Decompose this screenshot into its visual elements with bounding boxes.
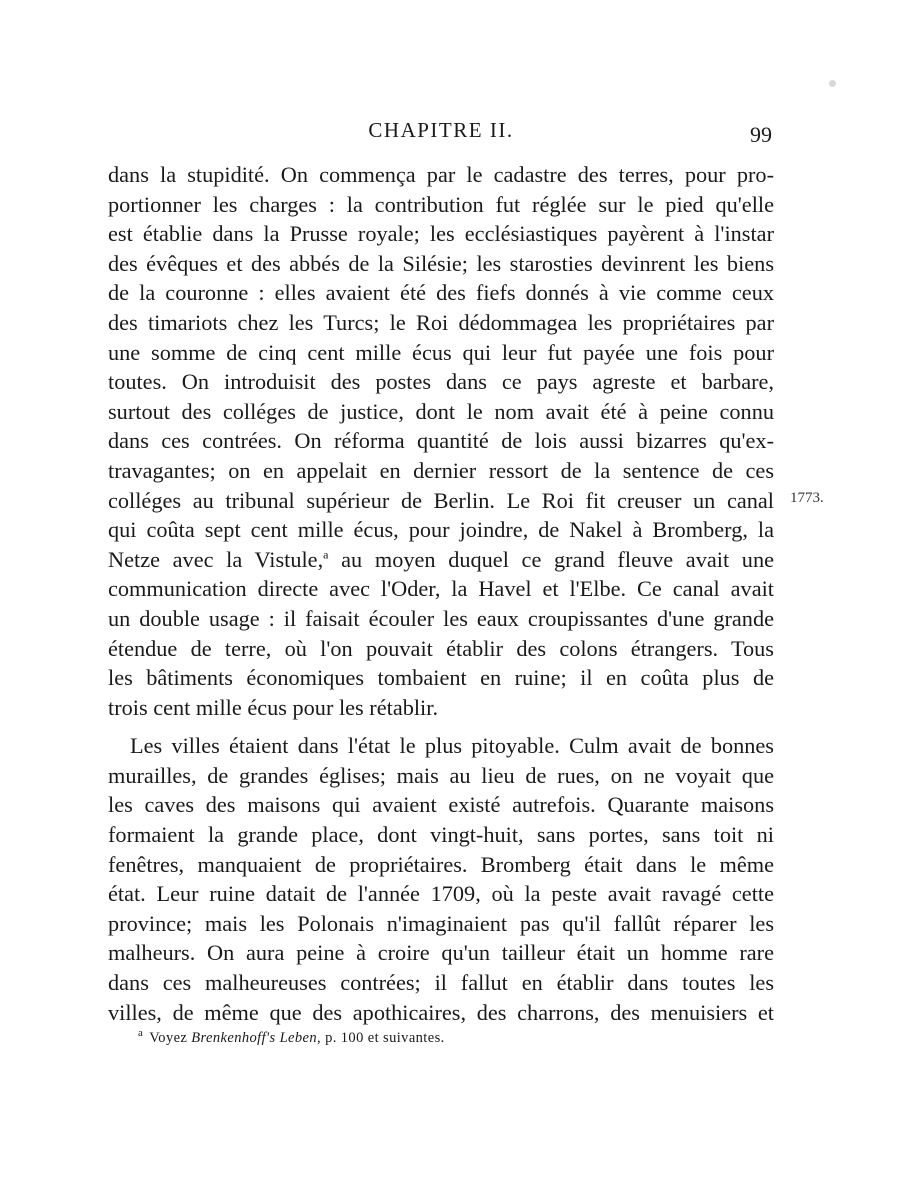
- text-line: fenêtres, manquaient de propriétaires. Bromberg était dans le même: [108, 851, 774, 877]
- text-line: qui coûta sept cent mille écus, pour joindre, de Nakel à Bromberg, la: [108, 517, 774, 543]
- text-line: des évêques et des abbés de la Silésie; les starosties devinrent les biens: [108, 250, 774, 276]
- scan-speck: [829, 80, 836, 87]
- text-line: une somme de cinq cent mille écus qui leur fut payée une fois pour: [108, 339, 774, 365]
- text-fragment: au moyen duquel ce grand fleuve avait une: [328, 546, 774, 572]
- body-text: [108, 160, 774, 1027]
- running-header: [108, 118, 774, 148]
- text-line: murailles, de grandes églises; mais au lieu de rues, on ne voyait que: [108, 762, 774, 788]
- page-number: 99: [750, 122, 772, 147]
- text-line: les caves des maisons qui avaient existé autrefois. Quarante maisons: [108, 792, 774, 818]
- text-line: villes, de même que des apothicaires, des charrons, des menuisiers et: [108, 999, 774, 1025]
- text-line: travagantes; on en appelait en dernier ressort de la sentence de ces: [108, 457, 774, 483]
- text-line: portionner les charges : la contribution fut réglée sur le pied qu'elle: [108, 191, 774, 217]
- chapter-title: CHAPITRE II.: [368, 118, 514, 142]
- text-line: communication directe avec l'Oder, la Havel et l'Elbe. Ce canal avait: [108, 576, 774, 602]
- text-line: trois cent mille écus pour les rétablir.: [108, 694, 439, 720]
- footnote-title: Brenkenhoff's Leben,: [191, 1030, 322, 1046]
- footnote-letter: a: [138, 1027, 144, 1040]
- text-line: est établie dans la Prusse royale; les ecclésiastiques payèrent à l'instar: [108, 221, 774, 247]
- text-fragment: Netze avec la Vistule,: [108, 546, 324, 572]
- footnote-marker: a: [323, 547, 329, 562]
- text-line: dans ces contrées. On réforma quantité de lois aussi bizarres qu'ex-: [108, 428, 774, 454]
- paragraph-gap: [108, 722, 774, 731]
- text-line: état. Leur ruine datait de l'année 1709, où la peste avait ravagé cette: [108, 881, 774, 907]
- text-line: étendue de terre, où l'on pouvait établir des colons étrangers. Tous: [108, 635, 774, 661]
- text-line: colléges au tribunal supérieur de Berlin. Le Roi fit creuser un canal: [108, 487, 774, 513]
- text-line: malheurs. On aura peine à croire qu'un tailleur était un homme rare: [108, 940, 774, 966]
- text-line: province; mais les Polonais n'imaginaient pas qu'il fallût réparer les: [108, 910, 774, 936]
- text-line: dans ces malheureuses contrées; il fallut en établir dans toutes les: [108, 970, 774, 996]
- text-line: de la couronne : elles avaient été des fiefs donnés à vie comme ceux: [108, 280, 774, 306]
- text-line: Les villes étaient dans l'état le plus pitoyable. Culm avait de bonnes: [130, 733, 774, 759]
- text-line: toutes. On introduisit des postes dans ce pays agreste et barbare,: [108, 369, 774, 395]
- text-line: dans la stupidité. On commença par le cadastre des terres, pour pro-: [108, 162, 774, 187]
- footnote-suffix: p. 100 et suivantes.: [321, 1030, 445, 1046]
- text-line: surtout des colléges de justice, dont le nom avait été à peine connu: [108, 398, 774, 424]
- text-line-with-footnote: [108, 545, 774, 575]
- text-line: formaient la grande place, dont vingt-huit, sans portes, sans toit ni: [108, 822, 774, 848]
- footnote: [138, 1027, 738, 1047]
- text-line: les bâtiments économiques tombaient en ruine; il en coûta plus de: [108, 665, 774, 691]
- footnote-prefix: Voyez: [149, 1030, 192, 1046]
- margin-note-year: 1773.: [790, 490, 824, 506]
- text-line: des timariots chez les Turcs; le Roi dédommagea les propriétaires par: [108, 309, 774, 335]
- text-line: un double usage : il faisait écouler les eaux croupissantes d'une grande: [108, 605, 774, 631]
